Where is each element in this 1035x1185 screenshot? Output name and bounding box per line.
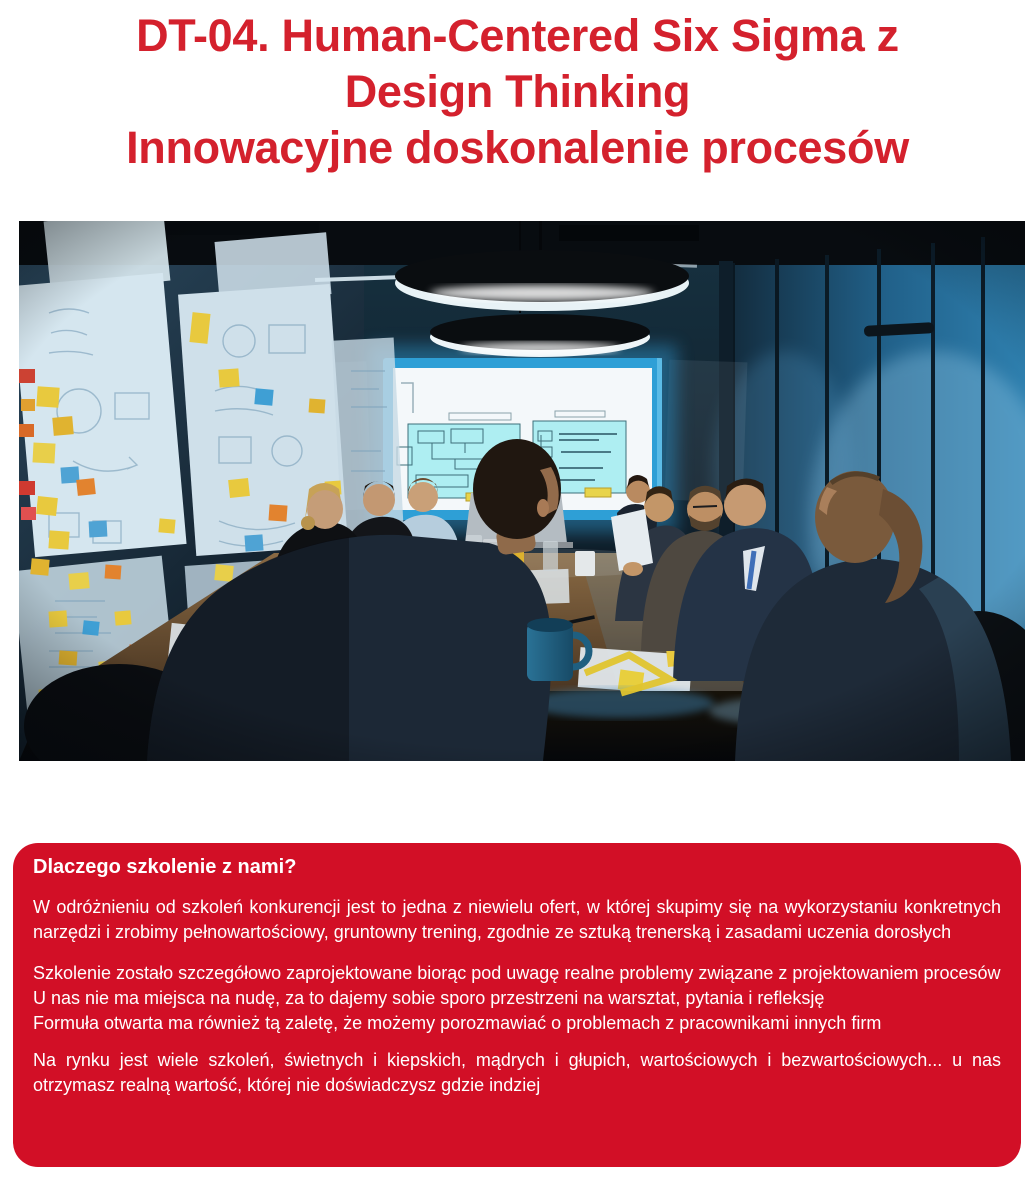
vignette-overlay <box>19 221 1025 761</box>
title-line-1: DT-04. Human-Centered Six Sigma z <box>136 10 899 61</box>
info-box-paragraph-2: Szkolenie zostało szczegółowo zaprojektowane biorąc pod uwagę realne problemy związane z projektowaniem procesów <box>33 963 1001 983</box>
info-box-paragraph-1: W odróżnieniu od szkoleń konkurencji jest to jedna z niewielu ofert, w której skupimy się na wykorzystaniu konkretnych narzędzi i zrobimy pełnowartościowy, gruntowny trening, zgodnie ze sztuką trenerską i zasadami uczenia dorosłych <box>33 897 1001 942</box>
meeting-room-illustration <box>19 221 1025 761</box>
info-box-paragraph-3: U nas nie ma miejsca na nudę, za to dajemy sobie sporo przestrzeni na warsztat, pytania i refleksję <box>33 988 825 1008</box>
info-box-paragraph-5: Na rynku jest wiele szkoleń, świetnych i kiepskich, mądrych i głupich, wartościowych i bezwartościowych... u nas otrzymasz realną wartość, której nie doświadczysz gdzie indziej <box>33 1050 1001 1095</box>
why-us-box <box>13 843 1021 1167</box>
info-box-heading: Dlaczego szkolenie z nami? <box>33 856 297 878</box>
page-title <box>0 8 1035 176</box>
info-box-paragraph-4: Formuła otwarta ma również tą zaletę, że możemy porozmawiać o problemach z pracownikami innych firm <box>33 1013 882 1033</box>
title-line-2: Design Thinking <box>344 66 691 117</box>
hero-photo <box>19 221 1025 761</box>
title-line-3: Innowacyjne doskonalenie procesów <box>126 122 909 173</box>
